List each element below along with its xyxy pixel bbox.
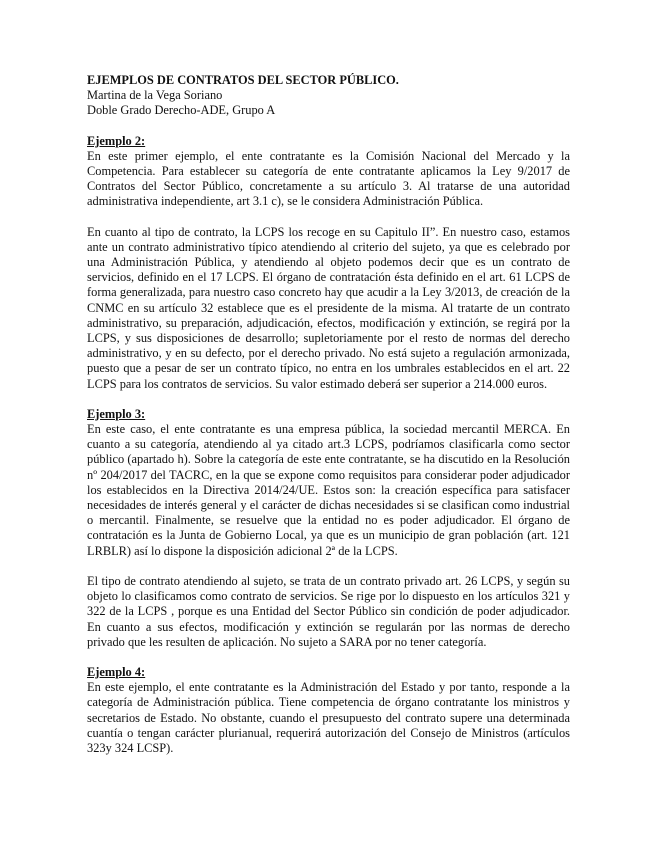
section-ejemplo-2: [87, 134, 570, 392]
paragraph: En este ejemplo, el ente contratante es la Administración del Estado y por tanto, responde a la categoría de Administración pública. Tiene competencia de órgano contratante los ministros y secretarios de Estado. No obstante, cuando el presupuesto del contrato supere una determinada cuantía o tengan carácter plurianual, requerirá autorización del Consejo de Ministros (artículos 323y 324 LCSP).: [87, 680, 570, 755]
section-heading: Ejemplo 4:: [87, 664, 146, 679]
section-ejemplo-3: [87, 407, 570, 650]
section-heading: Ejemplo 2:: [87, 133, 146, 148]
author-name: Martina de la Vega Soriano: [87, 88, 223, 103]
paragraph: En cuanto al tipo de contrato, la LCPS los recoge en su Capitulo II”. En nuestro caso, estamos ante un contrato administrativo típico atendiendo al criterio del sujeto, ya que es celebrado por una Administración Pública, y atendiendo al objeto podemos decir que es un contrato de servicios, definido en el 17 LCPS. El órgano de contratación ésta definido en el art. 61 LCPS de forma generalizada, para nuestro caso concreto hay que acudir a la Ley 3/2013, de creación de la CNMC en su artículo 32 establece que es el presidente de la misma. Al tratarte de un contrato administrativo, su preparación, adjudicación, efectos, modificación y extinción, se regirá por la LCPS, y sus disposiciones de desarrollo; supletoriamente por el resto de normas del derecho administrativo, y en su defecto, por el derecho privado. No está sujeto a regulación armonizada, puesto que a pesar de ser un contrato típico, no entra en los umbrales establecidos en el art. 22 LCPS para los contratos de servicios. Su valor estimado deberá ser superior a 214.000 euros.: [87, 224, 570, 391]
paragraph: El tipo de contrato atendiendo al sujeto, se trata de un contrato privado art. 26 LCPS, y según su objeto lo clasificamos como contrato de servicios. Se rige por lo dispuesto en los artículos 321 y 322 de la LCPS , porque es una Entidad del Sector Público sin condición de poder adjudicador. En cuanto a sus efectos, modificación y extinción se regularán por las normas de derecho privado que les resulten de aplicación. No sujeto a SARA por no tener categoría.: [87, 573, 570, 649]
paragraph: En este caso, el ente contratante es una empresa pública, la sociedad mercantil MERCA. En cuanto a su categoría, atendiendo al ya citado art.3 LCPS, podríamos clasificarla como sector público (apartado h). Sobre la categoría de este ente contratante, se ha discutido en la Resolución nº 204/2017 del TACRC, en la que se expone como requisitos para considerar poder adjudicador los establecidos en la Directiva 2014/24/UE. Estos son: la creación específica para satisfacer necesidades de interés general y el carácter de dichas necesidades si se clasifican como industrial o mercantil. Finalmente, se resuelve que la entidad no es poder adjudicador. El órgano de contratación es la Junta de Gobierno Local, ya que es un municipio de gran población (art. 121 LRBLR) así lo dispone la disposición adicional 2ª de la LCPS.: [87, 422, 570, 558]
section-ejemplo-4: [87, 665, 570, 756]
paragraph: En este primer ejemplo, el ente contratante es la Comisión Nacional del Mercado y la Competencia. Para establecer su categoría de ente contratante aplicamos la Ley 9/2017 de Contratos del Sector Público, concretamente a su artículo 3. Al tratarse de una autoridad administrativa independiente, art 3.1 c), se le considera Administración Pública.: [87, 148, 570, 209]
course-name: Doble Grado Derecho-ADE, Grupo A: [87, 103, 276, 118]
document-page: [87, 73, 570, 756]
document-title: EJEMPLOS DE CONTRATOS DEL SECTOR PÚBLICO.: [87, 73, 399, 87]
section-heading: Ejemplo 3:: [87, 406, 146, 421]
